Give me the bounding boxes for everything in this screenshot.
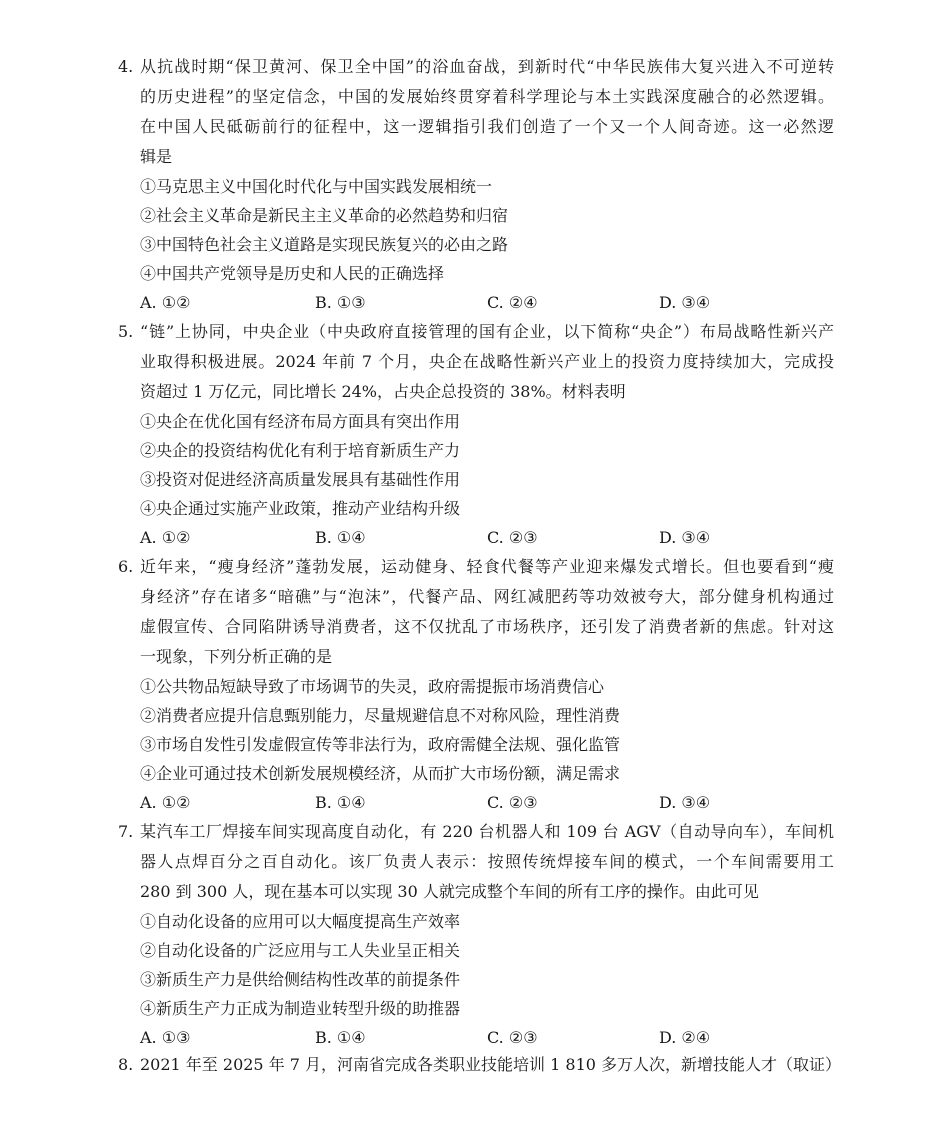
option-d: D. ③④ <box>659 793 711 812</box>
question-number: 7. <box>118 822 134 841</box>
question-number: 5. <box>118 322 134 341</box>
statement-4: ④中国共产党领导是历史和人民的正确选择 <box>140 264 445 283</box>
statement-4: ④企业可通过技术创新发展规模经济，从而扩大市场份额，满足需求 <box>140 764 621 783</box>
statement-1: ①自动化设备的应用可以大幅度提高生产效率 <box>140 912 461 931</box>
question-7 <box>118 817 834 1052</box>
answer-options <box>118 523 834 552</box>
question-stem-line <box>118 377 834 407</box>
question-stem-line <box>118 582 834 612</box>
option-b: B. ①③ <box>315 293 366 312</box>
question-stem-text: 从抗战时期“保卫黄河、保卫全中国”的浴血奋战，到新时代“中华民族伟大复兴进入不可逆转 <box>140 57 834 76</box>
statement-2: ②社会主义革命是新民主主义革命的必然趋势和归宿 <box>140 206 509 225</box>
option-d: D. ③④ <box>659 293 711 312</box>
option-c: C. ②③ <box>487 793 538 812</box>
statement-4: ④央企通过实施产业政策，推动产业结构升级 <box>140 499 461 518</box>
question-stem-line <box>118 112 834 142</box>
question-stem-line <box>118 612 834 642</box>
question-stem-text: 业取得积极进展。2024 年前 7 个月，央企在战略性新兴产业上的投资力度持续加大，完成投 <box>140 352 834 371</box>
question-stem-line <box>118 1050 842 1080</box>
question-number: 4. <box>118 57 134 76</box>
option-b: B. ①④ <box>315 528 366 547</box>
statement-2: ②消费者应提升信息甄别能力，尽量规避信息不对称风险，理性消费 <box>140 706 621 725</box>
statement-3: ③新质生产力是供给侧结构性改革的前提条件 <box>140 970 461 989</box>
answer-options <box>118 1023 834 1052</box>
option-c: C. ②④ <box>487 293 538 312</box>
question-stem-text: 资超过 1 万亿元，同比增长 24%，占央企总投资的 38%。材料表明 <box>140 382 626 401</box>
question-stem-line <box>118 82 834 112</box>
statement-1: ①央企在优化国有经济布局方面具有突出作用 <box>140 412 461 431</box>
option-d: D. ③④ <box>659 528 711 547</box>
question-stem-line <box>118 817 834 847</box>
question-stem-text: 辑是 <box>140 147 173 166</box>
statement-4: ④新质生产力正成为制造业转型升级的助推器 <box>140 999 461 1018</box>
option-b: B. ①④ <box>315 1028 366 1047</box>
question-stem-text: 身经济”存在诸多“暗礁”与“泡沫”，代餐产品、网红减肥药等功效被夸大，部分健身机构通过 <box>140 587 834 606</box>
question-stem-text: 近年来，“瘦身经济”蓬勃发展，运动健身、轻食代餐等产业迎来爆发式增长。但也要看到“瘦 <box>140 557 834 576</box>
question-stem-line <box>118 642 834 672</box>
statement-2: ②央企的投资结构优化有利于培育新质生产力 <box>140 441 461 460</box>
question-stem-text: “链”上协同，中央企业（中央政府直接管理的国有企业，以下简称“央企”）布局战略性新兴产 <box>140 322 834 341</box>
option-c: C. ②③ <box>487 1028 538 1047</box>
question-stem-text: 的历史进程”的坚定信念，中国的发展始终贯穿着科学理论与本土实践深度融合的必然逻辑。 <box>140 87 834 106</box>
option-d: D. ②④ <box>659 1028 711 1047</box>
statement-1: ①马克思主义中国化时代化与中国实践发展相统一 <box>140 177 493 196</box>
option-b: B. ①④ <box>315 793 366 812</box>
question-number: 8. <box>118 1055 134 1074</box>
option-a: A. ①② <box>140 793 191 812</box>
question-5 <box>118 317 834 552</box>
question-stem-text: 在中国人民砥砺前行的征程中，这一逻辑指引我们创造了一个又一个人间奇迹。这一必然逻 <box>140 117 834 136</box>
statement-2: ②自动化设备的广泛应用与工人失业呈正相关 <box>140 941 461 960</box>
question-stem-line <box>118 847 834 877</box>
question-stem-text: 虚假宣传、合同陷阱诱导消费者，这不仅扰乱了市场秩序，还引发了消费者新的焦虑。针对这 <box>140 617 834 636</box>
answer-options <box>118 288 834 317</box>
statement-3: ③投资对促进经济高质量发展具有基础性作用 <box>140 470 461 489</box>
question-stem-text: 器人点焊百分之百自动化。该厂负责人表示：按照传统焊接车间的模式，一个车间需要用工 <box>140 852 834 871</box>
question-stem-line <box>118 317 834 347</box>
questions-container <box>118 52 834 1052</box>
question-4 <box>118 52 834 317</box>
statement-1: ①公共物品短缺导致了市场调节的失灵，政府需提振市场消费信心 <box>140 677 605 696</box>
question-stem-line <box>118 142 834 172</box>
option-a: A. ①③ <box>140 1028 191 1047</box>
question-number: 6. <box>118 557 134 576</box>
answer-options <box>118 788 834 817</box>
question-6 <box>118 552 834 817</box>
question-stem-line <box>118 552 834 582</box>
question-8-cut-off <box>118 1055 842 1080</box>
question-stem-text: 280 到 300 人，现在基本可以实现 30 人就完成整个车间的所有工序的操作。由此可见 <box>140 882 759 901</box>
option-a: A. ①② <box>140 528 191 547</box>
statement-3: ③中国特色社会主义道路是实现民族复兴的必由之路 <box>140 235 509 254</box>
question-stem-text: 2021 年至 2025 年 7 月，河南省完成各类职业技能培训 1 810 多万人次，新增技能人才（取证） <box>140 1055 842 1074</box>
question-stem-text: 某汽车工厂焊接车间实现高度自动化，有 220 台机器人和 109 台 AGV（自动导向车），车间机 <box>140 822 834 841</box>
question-stem-line <box>118 52 834 82</box>
option-a: A. ①② <box>140 293 191 312</box>
statement-3: ③市场自发性引发虚假宣传等非法行为，政府需健全法规、强化监管 <box>140 735 621 754</box>
option-c: C. ②③ <box>487 528 538 547</box>
question-stem-line <box>118 877 834 907</box>
question-stem-text: 一现象，下列分析正确的是 <box>140 647 333 666</box>
question-stem-line <box>118 347 834 377</box>
